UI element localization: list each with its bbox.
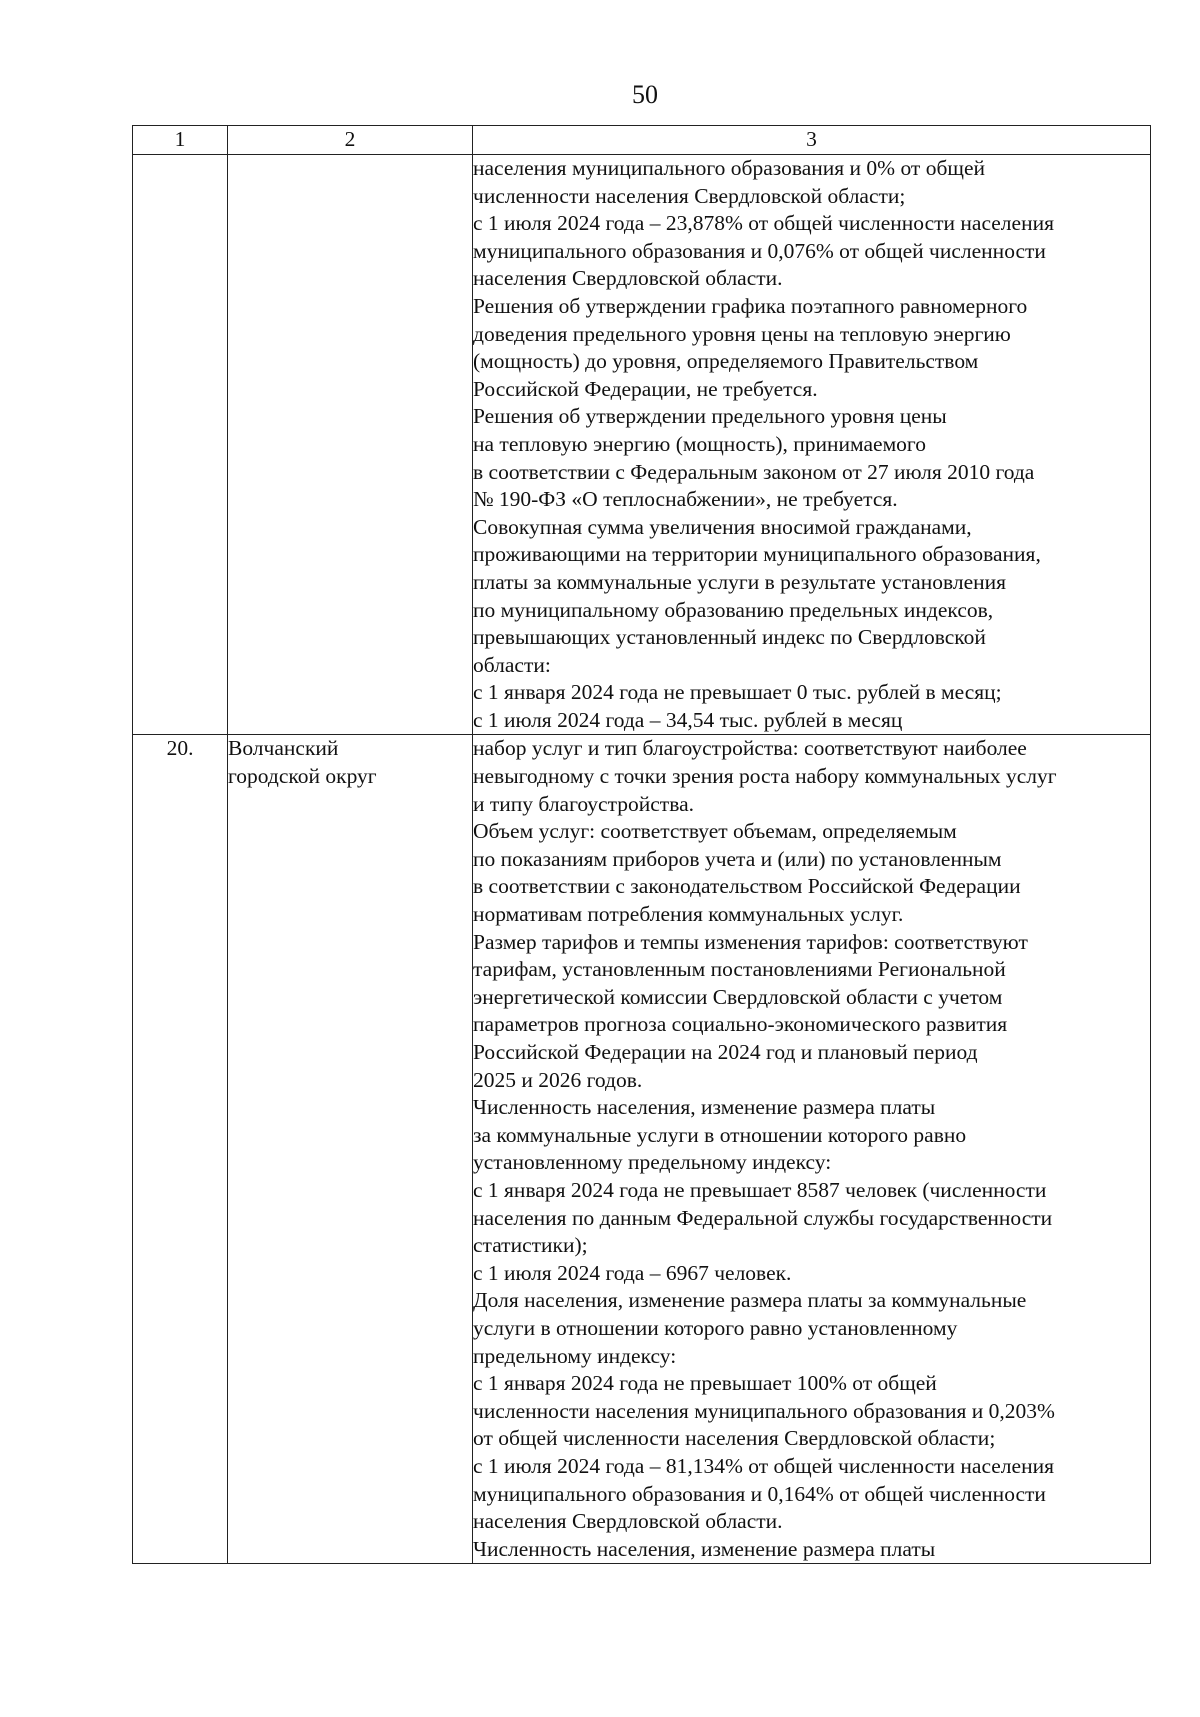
header-row	[133, 126, 1151, 155]
text-line: с 1 июля 2024 года – 81,134% от общей численности населения	[473, 1453, 1054, 1478]
text-line: Размер тарифов и темпы изменения тарифов: соответствуют	[473, 929, 1028, 954]
text-line: проживающими на территории муниципального образования,	[473, 542, 1041, 567]
text-line: предельному индексу:	[473, 1343, 677, 1368]
text-line: от общей численности населения Свердловской области;	[473, 1426, 996, 1451]
column-header-3: 3	[473, 126, 1151, 155]
text-line: и типу благоустройства.	[473, 791, 694, 816]
municipal-table	[132, 125, 1151, 1564]
text-line: услуги в отношении которого равно установленному	[473, 1315, 958, 1340]
text-line: платы за коммунальные услуги в результате установления	[473, 569, 1007, 594]
text-line: Решения об утверждении графика поэтапного равномерного	[473, 293, 1028, 318]
text-line: по показаниям приборов учета и (или) по установленным	[473, 846, 1002, 871]
text-line: на тепловую энергию (мощность), принимаемого	[473, 431, 926, 456]
page-number: 50	[632, 80, 658, 109]
text-line: доведения предельного уровня цены на тепловую энергию	[473, 321, 1011, 346]
text-line: в соответствии с законодательством Российской Федерации	[473, 874, 1021, 899]
text-line: с 1 июля 2024 года – 23,878% от общей численности населения	[473, 211, 1054, 236]
text-line: Совокупная сумма увеличения вносимой гражданами,	[473, 514, 972, 539]
text-line: энергетической комиссии Свердловской области с учетом	[473, 984, 1003, 1009]
table-row	[133, 155, 1151, 735]
column-header-1: 1	[133, 126, 228, 155]
text-line: невыгодному с точки зрения роста набору коммунальных услуг	[473, 764, 1057, 789]
description-cell	[473, 155, 1151, 735]
text-line: тарифам, установленным постановлениями Региональной	[473, 957, 1006, 982]
text-line: установленному предельному индексу:	[473, 1150, 832, 1175]
text-line: населения муниципального образования и 0% от общей	[473, 156, 985, 180]
text-line: Численность населения, изменение размера платы	[473, 1095, 936, 1120]
text-line: в соответствии с Федеральным законом от 27 июля 2010 года	[473, 459, 1035, 484]
text-line: области:	[473, 652, 551, 677]
text-line: муниципального образования и 0,164% от общей численности	[473, 1481, 1046, 1506]
municipality-name-cell	[228, 735, 473, 1564]
text-line: набор услуг и тип благоустройства: соответствуют наиболее	[473, 736, 1027, 761]
text-line: Российской Федерации, не требуется.	[473, 376, 818, 401]
text-line: с 1 января 2024 года не превышает 0 тыс. рублей в месяц;	[473, 680, 1002, 705]
text-line: Решения об утверждении предельного уровня цены	[473, 404, 947, 429]
description-cell	[473, 735, 1151, 1564]
municipality-name-line: Волчанский	[228, 736, 339, 761]
text-line: населения Свердловской области.	[473, 266, 783, 291]
row-number-cell	[133, 155, 228, 735]
text-line: численности населения муниципального образования и 0,203%	[473, 1398, 1055, 1423]
text-line: 2025 и 2026 годов.	[473, 1067, 643, 1092]
text-line: параметров прогноза социально-экономического развития	[473, 1012, 1008, 1037]
text-line: с 1 июля 2024 года – 6967 человек.	[473, 1260, 792, 1285]
table-row	[133, 735, 1151, 1564]
text-line: населения по данным Федеральной службы государственности	[473, 1205, 1053, 1230]
text-line: Объем услуг: соответствует объемам, определяемым	[473, 819, 957, 844]
text-line: Численность населения, изменение размера платы	[473, 1536, 936, 1561]
text-line: Доля населения, изменение размера платы за коммунальные	[473, 1288, 1027, 1313]
text-line: с 1 января 2024 года не превышает 8587 человек (численности	[473, 1177, 1047, 1202]
text-line: Российской Федерации на 2024 год и плановый период	[473, 1040, 978, 1064]
municipality-name-line: городской округ	[228, 764, 377, 789]
text-line: нормативам потребления коммунальных услуг.	[473, 902, 904, 927]
text-line: численности населения Свердловской области;	[473, 183, 906, 208]
text-line: за коммунальные услуги в отношении которого равно	[473, 1122, 967, 1147]
text-line: превышающих установленный индекс по Свердловской	[473, 625, 986, 650]
row-number-cell: 20.	[133, 735, 228, 1564]
text-line: с 1 января 2024 года не превышает 100% от общей	[473, 1371, 937, 1396]
text-line: (мощность) до уровня, определяемого Правительством	[473, 349, 979, 374]
text-line: с 1 июля 2024 года – 34,54 тыс. рублей в месяц	[473, 707, 903, 732]
text-line: муниципального образования и 0,076% от общей численности	[473, 238, 1046, 263]
text-line: № 190-ФЗ «О теплоснабжении», не требуется.	[473, 487, 898, 512]
column-header-2: 2	[228, 126, 473, 155]
text-line: статистики);	[473, 1233, 588, 1258]
text-line: по муниципальному образованию предельных индексов,	[473, 597, 994, 622]
text-line: населения Свердловской области.	[473, 1509, 783, 1534]
municipality-name-cell	[228, 155, 473, 735]
